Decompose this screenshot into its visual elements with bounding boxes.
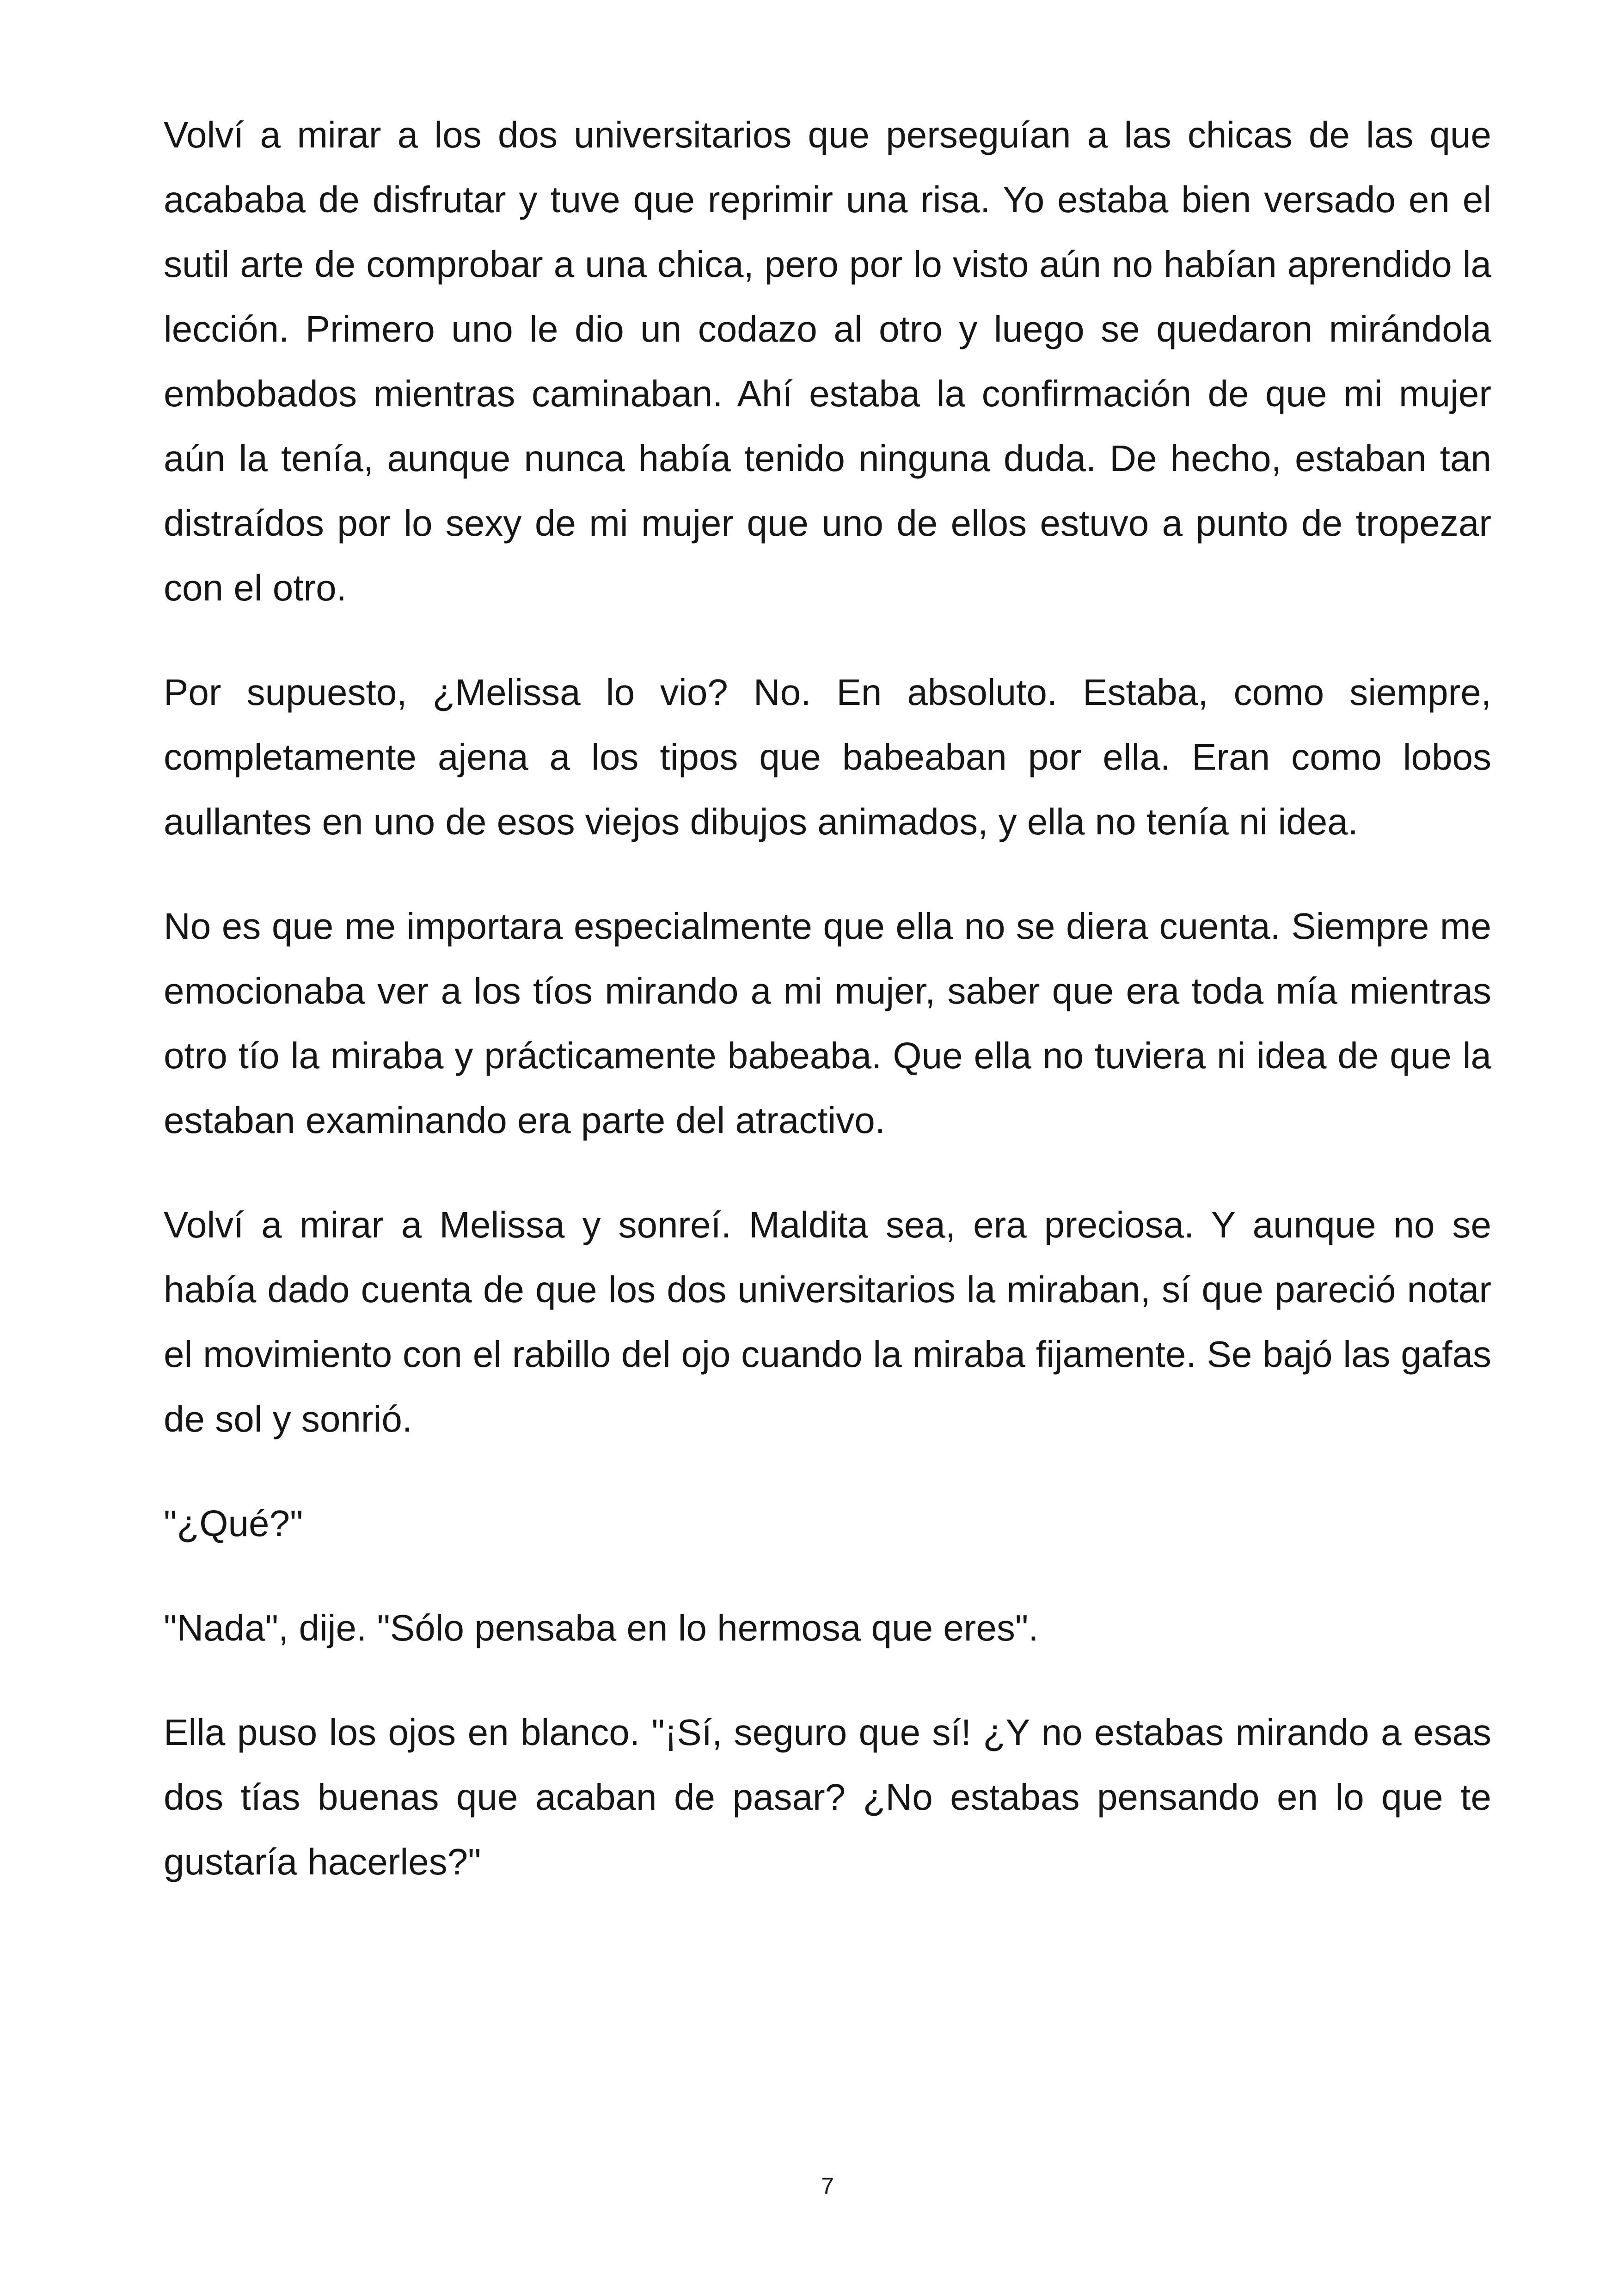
paragraph: "Nada", dije. "Sólo pensaba en lo hermosa que eres". — [164, 1607, 1039, 1648]
paragraph: Por supuesto, ¿Melissa lo vio? No. En absoluto. Estaba, como siempre, completamente ajena a los tipos que babeaban por ella. Eran como lobos aullantes en uno de esos viejos dibujos animados, y ella no tenía ni idea. — [164, 672, 1491, 842]
page-number: 7 — [821, 2173, 834, 2199]
paragraph: No es que me importara especialmente que ella no se diera cuenta. Siempre me emocionaba ver a los tíos mirando a mi mujer, saber que era toda mía mientras otro tío la miraba y prácticamente babeaba. Que ella no tuviera ni idea de que la estaban examinando era parte del atractivo. — [164, 906, 1491, 1141]
paragraph: Volví a mirar a los dos universitarios que perseguían a las chicas de las que acababa de disfrutar y tuve que reprimir una risa. Yo estaba bien versado en el sutil arte de comprobar a una chica, pero por lo visto aún no habían aprendido la lección. Primero uno le dio un codazo al otro y luego se quedaron mirándola embobados mientras caminaban. Ahí estaba la confirmación de que mi mujer aún la tenía, aunque nunca había tenido ninguna duda. De hecho, estaban tan distraídos por lo sexy de mi mujer que uno de ellos estuvo a punto de tropezar con el otro. — [164, 114, 1491, 608]
paragraph: Ella puso los ojos en blanco. "¡Sí, seguro que sí! ¿Y no estabas mirando a esas dos tías buenas que acaban de pasar? ¿No estabas pensando en lo que te gustaría hacerles?" — [164, 1712, 1491, 1882]
body-text — [164, 103, 1491, 1894]
paragraph: "¿Qué?" — [164, 1503, 303, 1544]
paragraph: Volví a mirar a Melissa y sonreí. Maldita sea, era preciosa. Y aunque no se había dado cuenta de que los dos universitarios la miraban, sí que pareció notar el movimiento con el rabillo del ojo cuando la miraba fijamente. Se bajó las gafas de sol y sonrió. — [164, 1204, 1491, 1439]
